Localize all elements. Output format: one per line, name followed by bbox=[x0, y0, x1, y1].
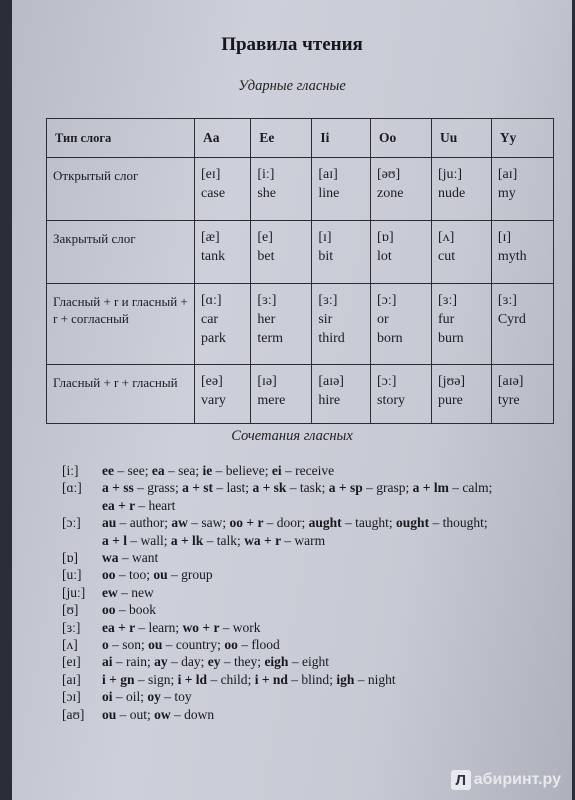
table-cell bbox=[431, 221, 491, 284]
table-cell bbox=[195, 158, 251, 221]
combination-rule: ea + r – learn; wo + r – work bbox=[102, 619, 261, 635]
transcription: [iː] bbox=[62, 463, 79, 478]
combination-rule: oo – too; ou – group bbox=[102, 567, 213, 583]
example-word: fur bbox=[437, 312, 455, 327]
table-cell bbox=[491, 158, 553, 221]
combination-rule: oi – oil; oy – toy bbox=[102, 689, 192, 705]
transcription: [ɑː] bbox=[62, 480, 82, 496]
syllable-type-label: Гласный + r и гласный + r + согласный bbox=[47, 284, 195, 365]
transcription: [ɜː] bbox=[437, 293, 458, 308]
example-word: tank bbox=[201, 249, 226, 264]
example-word: sir bbox=[318, 312, 333, 327]
example-word: zone bbox=[377, 186, 404, 201]
list-item bbox=[62, 462, 562, 479]
vowel-combinations-subtitle: Сочетания гласных bbox=[231, 428, 353, 444]
table-row bbox=[47, 221, 554, 284]
list-item bbox=[62, 601, 562, 618]
table-cell bbox=[371, 221, 432, 284]
table-cell bbox=[195, 365, 251, 424]
example-word: hire bbox=[318, 393, 341, 408]
example-word: lot bbox=[377, 249, 392, 264]
example-word: myth bbox=[497, 249, 527, 264]
transcription: [ɔː] bbox=[62, 515, 81, 531]
table-cell bbox=[251, 221, 312, 284]
list-item bbox=[62, 566, 562, 583]
combination-rule: au – author; aw – saw; oo + r – door; aught – taught; ought – thought; bbox=[102, 515, 488, 531]
transcription: [ɜː] bbox=[497, 293, 517, 308]
list-item bbox=[62, 653, 562, 670]
list-item bbox=[62, 514, 562, 531]
transcription: [e] bbox=[257, 230, 273, 245]
header-vowel-e: Ee bbox=[251, 119, 312, 158]
list-item bbox=[62, 688, 562, 705]
transcription: [ɜː] bbox=[257, 293, 277, 308]
list-item bbox=[62, 584, 562, 601]
table-cell bbox=[251, 365, 312, 424]
watermark-text: абиринт.ру bbox=[473, 771, 561, 788]
combination-rule-continuation: ea + r – heart bbox=[102, 497, 176, 513]
transcription: [eɪ] bbox=[201, 167, 221, 182]
header-vowel-u: Uu bbox=[431, 119, 491, 158]
table-cell bbox=[195, 284, 251, 365]
table-cell bbox=[251, 284, 312, 365]
combination-rule: a + ss – grass; a + st – last; a + sk – task; a + sp – grasp; a + lm – calm; bbox=[102, 480, 493, 496]
table-cell bbox=[312, 284, 371, 365]
table-cell bbox=[195, 221, 251, 284]
transcription: [aɪ] bbox=[318, 167, 338, 182]
transcription: [ʌ] bbox=[62, 637, 78, 653]
list-item bbox=[62, 619, 562, 636]
transcription: [ɜː] bbox=[62, 619, 81, 635]
example-word: my bbox=[497, 186, 516, 201]
syllable-type-label: Гласный + r + гласный bbox=[47, 365, 195, 424]
table-cell bbox=[251, 158, 312, 221]
list-item bbox=[62, 706, 562, 723]
example-word: term bbox=[257, 331, 284, 346]
example-word: vary bbox=[201, 393, 226, 408]
example-word: park bbox=[201, 331, 226, 346]
example-word: bet bbox=[257, 249, 275, 264]
table-cell bbox=[371, 365, 432, 424]
table-cell bbox=[312, 365, 371, 424]
table-header-row bbox=[47, 119, 554, 158]
table-cell bbox=[431, 158, 491, 221]
example-word: pure bbox=[437, 393, 463, 408]
transcription: [ɜː] bbox=[318, 293, 338, 308]
combination-rule-continuation: a + l – wall; a + lk – talk; wa + r – warm bbox=[102, 532, 326, 548]
transcription: [juː] bbox=[437, 167, 463, 182]
example-word: tyre bbox=[497, 393, 520, 408]
transcription: [jʊə] bbox=[437, 374, 466, 389]
syllable-type-label: Закрытый слог bbox=[47, 221, 195, 284]
list-item bbox=[62, 479, 562, 496]
table-cell bbox=[371, 158, 432, 221]
transcription: [ɒ] bbox=[377, 230, 394, 245]
example-word: burn bbox=[437, 331, 464, 346]
combination-rule: o – son; ou – country; oo – flood bbox=[102, 637, 280, 653]
example-word: third bbox=[318, 331, 345, 346]
transcription: [æ] bbox=[201, 230, 220, 245]
combination-rule: oo – book bbox=[102, 602, 156, 618]
transcription: [ɑː] bbox=[201, 293, 222, 308]
list-item bbox=[62, 636, 562, 653]
transcription: [ɪ] bbox=[318, 230, 332, 245]
transcription: [juː] bbox=[62, 584, 86, 600]
transcription: [ɔː] bbox=[377, 374, 397, 389]
vowel-combinations-list bbox=[62, 462, 562, 723]
transcription: [aɪ] bbox=[497, 167, 518, 182]
example-word: she bbox=[257, 186, 277, 201]
transcription: [ɪə] bbox=[257, 374, 277, 389]
header-vowel-a: Aa bbox=[195, 119, 251, 158]
transcription: [eɪ] bbox=[62, 654, 81, 670]
transcription: [aɪə] bbox=[318, 374, 344, 389]
transcription: [ɔː] bbox=[377, 293, 397, 308]
labirint-logo-icon: Л bbox=[451, 770, 471, 790]
example-word: her bbox=[257, 312, 276, 327]
example-word: or bbox=[377, 312, 389, 327]
page-title: Правила чтения bbox=[221, 34, 363, 55]
combination-rule: wa – want bbox=[102, 550, 159, 566]
transcription: [ɒ] bbox=[62, 550, 79, 566]
transcription: [aɪ] bbox=[62, 671, 81, 687]
example-word: cut bbox=[437, 249, 456, 264]
table-cell bbox=[431, 284, 491, 365]
list-item bbox=[62, 549, 562, 566]
table-cell bbox=[491, 365, 553, 424]
syllable-type-label: Открытый слог bbox=[47, 158, 195, 221]
table-cell bbox=[371, 284, 432, 365]
transcription: [aʊ] bbox=[62, 706, 85, 722]
example-word: case bbox=[201, 186, 226, 201]
example-word: story bbox=[377, 393, 405, 408]
transcription: [iː] bbox=[257, 167, 275, 182]
table-cell bbox=[312, 221, 371, 284]
combination-rule: i + gn – sign; i + ld – child; i + nd – blind; igh – night bbox=[102, 671, 396, 687]
transcription: [uː] bbox=[62, 567, 82, 583]
table-row bbox=[47, 284, 554, 365]
transcription: [eə] bbox=[201, 374, 223, 389]
example-word: bit bbox=[318, 249, 334, 264]
transcription: [əʊ] bbox=[377, 167, 401, 182]
reading-rules-table bbox=[46, 118, 554, 424]
combination-rule: ew – new bbox=[102, 584, 154, 600]
example-word: line bbox=[318, 186, 340, 201]
example-word: born bbox=[377, 331, 403, 346]
table-row bbox=[47, 365, 554, 424]
example-word: nude bbox=[437, 186, 466, 201]
table-cell bbox=[491, 221, 553, 284]
transcription: [ʌ] bbox=[437, 230, 455, 245]
transcription: [ɪ] bbox=[497, 230, 512, 245]
example-word: car bbox=[201, 312, 219, 327]
header-vowel-o: Oo bbox=[371, 119, 432, 158]
list-item bbox=[62, 671, 562, 688]
table-row bbox=[47, 158, 554, 221]
combination-rule: ee – see; ea – sea; ie – believe; ei – receive bbox=[102, 463, 335, 478]
stressed-vowels-subtitle: Ударные гласные bbox=[238, 78, 346, 94]
transcription: [ɔɪ] bbox=[62, 689, 81, 705]
header-vowel-i: Ii bbox=[312, 119, 371, 158]
combination-rule: ai – rain; ay – day; ey – they; eigh – eight bbox=[102, 654, 329, 670]
table-cell bbox=[431, 365, 491, 424]
labirint-watermark bbox=[451, 770, 561, 790]
combination-rule: ou – out; ow – down bbox=[102, 706, 215, 722]
header-syllable-type: Тип слога bbox=[47, 119, 195, 158]
header-vowel-y: Yy bbox=[491, 119, 553, 158]
transcription: [ʊ] bbox=[62, 602, 79, 618]
transcription: [aɪə] bbox=[497, 374, 524, 389]
table-cell bbox=[491, 284, 553, 365]
example-word: mere bbox=[257, 393, 286, 408]
example-word: Cyrd bbox=[497, 312, 526, 327]
table-cell bbox=[312, 158, 371, 221]
